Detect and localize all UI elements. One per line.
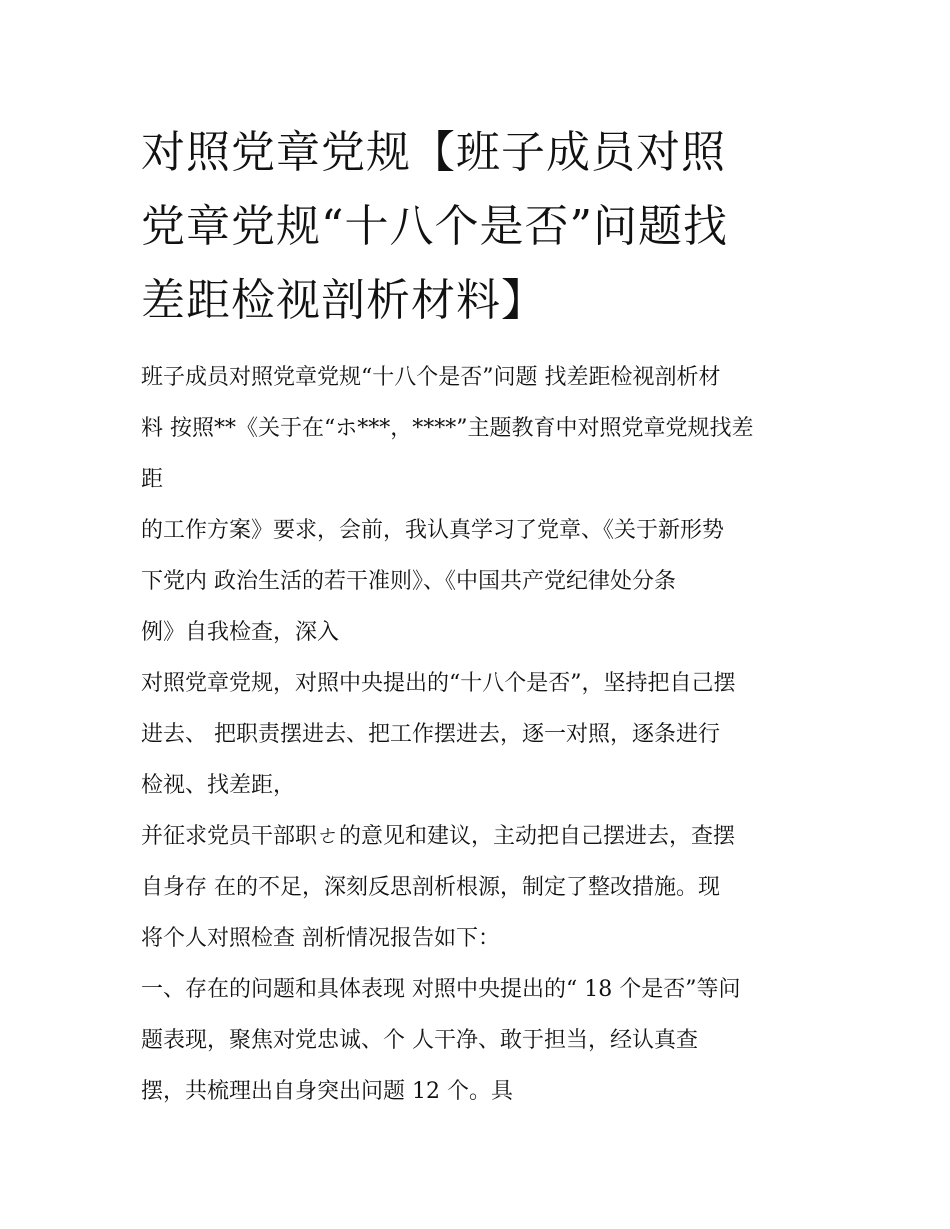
document-title: [141, 116, 821, 338]
title-line: 对照党章党规【班子成员对照: [141, 127, 726, 178]
body-line: 检视、找差距，: [141, 773, 296, 798]
document-body: [141, 352, 831, 1117]
body-line: 下党内 政治生活的若干准则》、《中国共产党纪律处分条: [141, 569, 676, 594]
body-line: 进去、 把职责摆进去、把工作摆进去，逐一对照，逐条进行: [141, 722, 720, 747]
body-line: 例》自我检查，深入: [141, 620, 340, 645]
title-line: 差距检视剖析材料】: [141, 275, 546, 326]
body-line: 料 按照**《关于在“ホ***，****”主题教育中对照党章党规找差: [141, 416, 754, 441]
title-line: 党章党规“十八个是否”问题找: [141, 201, 728, 252]
body-line: 将个人对照检查 剖析情况报告如下：: [141, 926, 500, 951]
body-line: 对照党章党规，对照中央提出的“十八个是否”，坚持把自己摆: [141, 671, 736, 696]
body-line: 摆，共梳理出自身突出问题 12 个。具: [141, 1079, 513, 1104]
body-line: 的工作方案》要求，会前，我认真学习了党章、《关于新形势: [141, 518, 725, 543]
body-line: 距: [141, 467, 164, 492]
body-line: 自身存 在的不足，深刻反思剖析根源，制定了整改措施。现: [141, 875, 720, 900]
body-line: 班子成员对照党章党规“十八个是否”问题 找差距检视剖析材: [141, 365, 721, 390]
body-line: 一、存在的问题和具体表现 对照中央提出的“ 18 个是否”等问: [141, 977, 741, 1002]
body-line: 并征求党员干部职ㄜ的意见和建议，主动把自己摆进去，查摆: [141, 824, 736, 849]
body-line: 题表现，聚焦对党忠诚、个 人干净、敢于担当，经认真查: [141, 1028, 698, 1053]
